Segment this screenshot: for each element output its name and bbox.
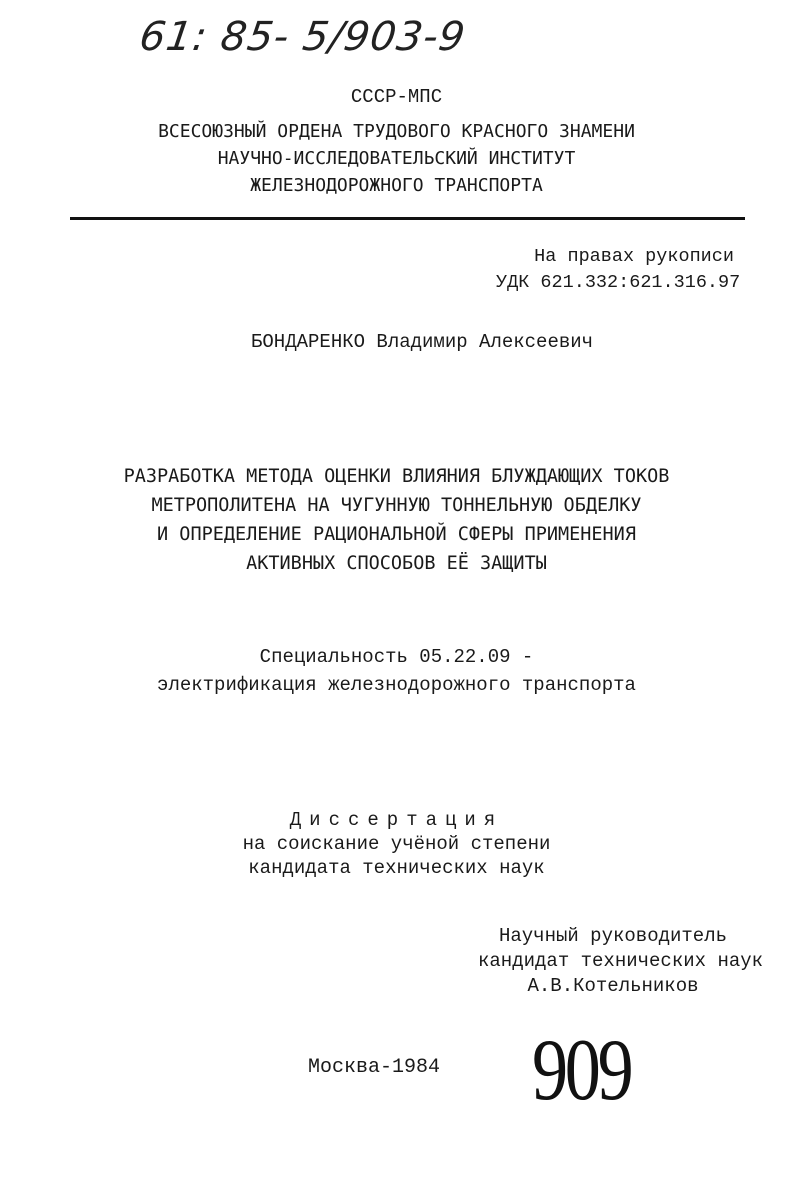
institute-line: ВСЕСОЮЗНЫЙ ОРДЕНА ТРУДОВОГО КРАСНОГО ЗНАМЕНИ (158, 121, 635, 142)
manuscript-notice: На правах рукописи (534, 246, 734, 267)
dissertation-title (0, 462, 793, 578)
specialty-code: Специальность 05.22.09 - (259, 646, 534, 668)
udc-code: УДК 621.332:621.316.97 (496, 272, 741, 293)
supervisor-name: А.В.Котельников (527, 975, 699, 997)
dissertation-heading: Диссертация (289, 809, 504, 831)
institute-line: ЖЕЛЕЗНОДОРОЖНОГО ТРАНСПОРТА (250, 175, 543, 196)
degree-line: кандидата технических наук (248, 857, 545, 879)
supervisor-role: Научный руководитель (498, 925, 728, 947)
handwritten-archive-code: 61: 85- 5/903-9 (136, 14, 469, 60)
stamp-number: 909 (532, 1022, 631, 1119)
rights-block (496, 244, 741, 296)
specialty-name: электрификация железнодорожного транспорта (157, 674, 636, 696)
institute-line: НАУЧНО-ИССЛЕДОВАТЕЛЬСКИЙ ИНСТИТУТ (217, 148, 576, 169)
title-line: МЕТРОПОЛИТЕНА НА ЧУГУННУЮ ТОННЕЛЬНУЮ ОБДЕЛКУ (151, 495, 642, 516)
title-line: АКТИВНЫХ СПОСОБОВ ЕЁ ЗАЩИТЫ (246, 553, 547, 574)
title-line: РАЗРАБОТКА МЕТОДА ОЦЕНКИ ВЛИЯНИЯ БЛУЖДАЮЩИХ ТОКОВ (123, 466, 670, 487)
agency-label: СССР-МПС (350, 86, 443, 108)
degree-line: на соискание учёной степени (242, 833, 551, 855)
title-line: И ОПРЕДЕЛЕНИЕ РАЦИОНАЛЬНОЙ СФЕРЫ ПРИМЕНЕНИЯ (157, 524, 636, 545)
author-name: БОНДАРЕНКО Владимир Алексеевич (251, 331, 594, 353)
city-year: Москва-1984 (308, 1056, 441, 1079)
supervisor-degree: кандидат технических наук (478, 950, 764, 972)
institute-name (0, 118, 793, 199)
supervisor-block (478, 924, 764, 999)
specialty-block (0, 643, 793, 699)
header-divider (70, 217, 745, 220)
dissertation-block (0, 808, 793, 880)
